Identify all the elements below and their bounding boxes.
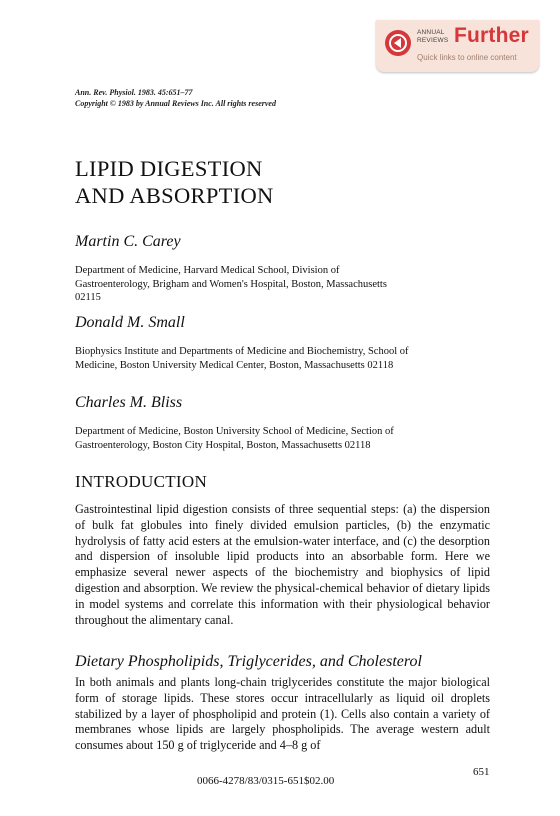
citation-line: Ann. Rev. Physiol. 1983. 45:651–77 [75,88,193,97]
further-label: Further [454,24,529,47]
author-affiliation: Department of Medicine, Harvard Medical School, Division of Gastroenterology, Brigham and Women's Hospital, Boston, Massachusetts 02115 [75,265,387,303]
author-affiliation: Biophysics Institute and Departments of Medicine and Biochemistry, School of Medicine, Boston University Medical Center, Boston, Massachusetts 02118 [75,346,409,371]
annual-reviews-logo-icon [385,30,411,56]
subsection-heading: Dietary Phospholipids, Triglycerides, and Cholesterol [75,653,422,670]
citation-block [75,87,276,109]
section-heading-introduction: INTRODUCTION [75,472,208,491]
author-affiliation: Department of Medicine, Boston University School of Medicine, Section of Gastroenterology, Boston City Hospital, Boston, Massachusetts 02118 [75,426,394,451]
article-title: LIPID DIGESTION AND ABSORPTION [75,156,274,208]
copyright-line: Copyright © 1983 by Annual Reviews Inc. All rights reserved [75,99,276,108]
page-number: 651 [473,766,490,778]
article-code: 0066-4278/83/0315-651$02.00 [197,775,335,787]
annual-reviews-further-badge[interactable] [376,20,539,72]
author-name: Charles M. Bliss [75,394,183,411]
publisher-name: ANNUAL REVIEWS [417,29,449,44]
quick-links-link[interactable]: Quick links to online content [417,53,517,62]
author-name: Martin C. Carey [75,233,181,250]
author-name: Donald M. Small [75,314,185,331]
dietary-paragraph: In both animals and plants long-chain triglycerides constitute the major biological form of storage lipids. These stores occur intracellularly as liquid oil droplets stabilized by a layer of phospholipid and protein (1). Cells also contain a variety of membranes whose lipids are largely phospholipids. The average western adult consumes about 150 g of triglyceride and 4–8 g of [75,675,490,753]
introduction-paragraph: Gastrointestinal lipid digestion consists of three sequential steps: (a) the dispersion of bulk fat globules into finely divided emulsion particles, (b) the enzymatic hydrolysis of fatty acid esters at the emulsion-water interface, and (c) the desorption and dispersion of insoluble lipid products into an absorbable form. Here we emphasize several newer aspects of the biochemistry and biophysics of lipid digestion and absorption. We review the physical-chemical behavior of dietary lipids in model systems and correlate this information with their physiological behavior throughout the alimentary canal. [75,502,490,627]
